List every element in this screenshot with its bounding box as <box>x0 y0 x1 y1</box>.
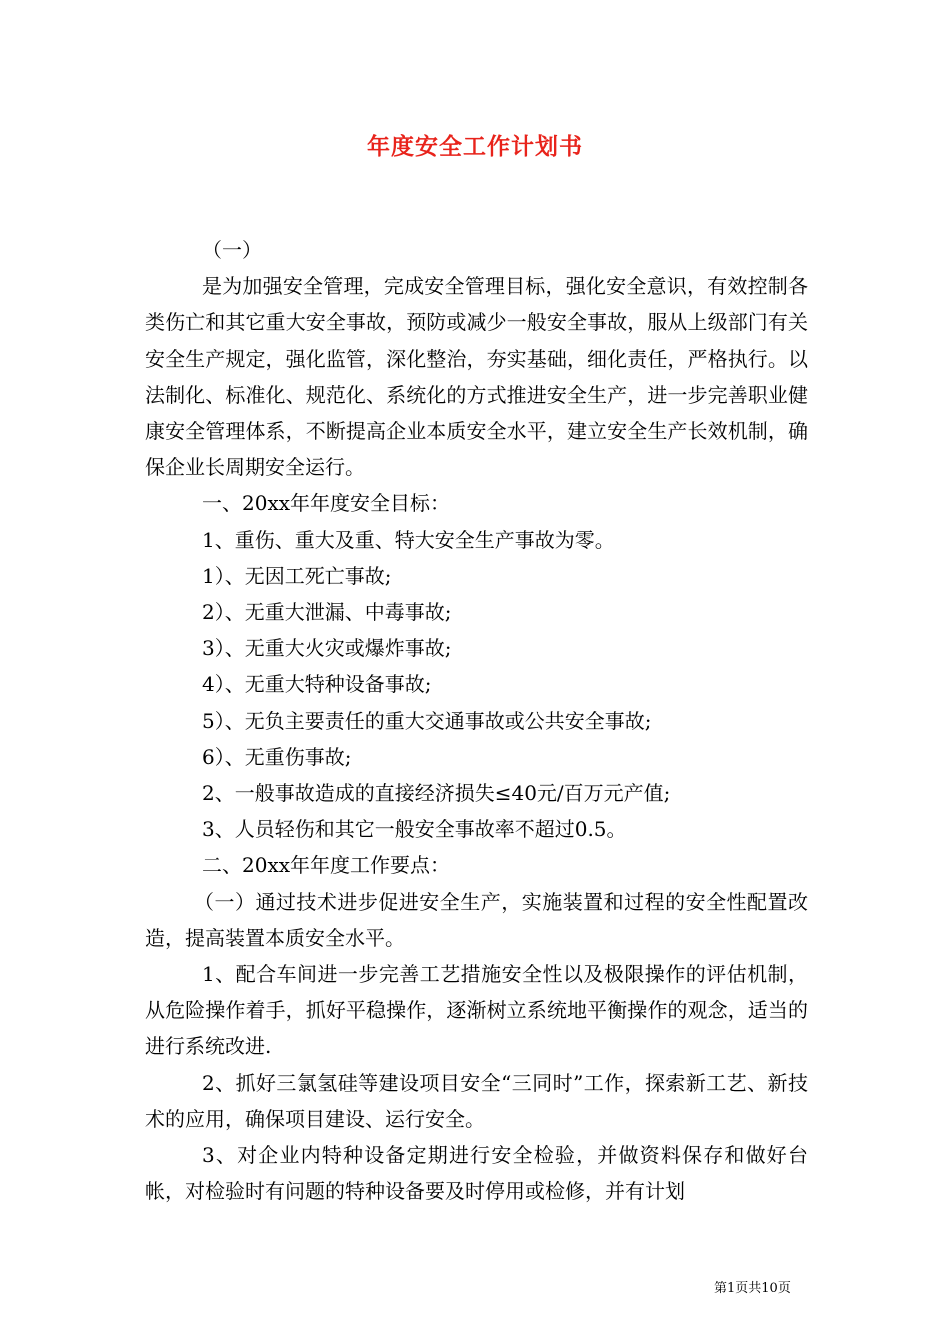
goal-item-2: 2、一般事故造成的直接经济损失≤40元/百万元产值; <box>202 781 671 806</box>
goal-subitem-6: 6）、无重伤事故; <box>202 744 352 769</box>
goal-item-3: 3、人员轻伤和其它一般安全事故率不超过0.5。 <box>202 817 627 842</box>
work-point-1: （一）通过技术进步促进安全生产，实施装置和过程的安全性配置改造，提高装置本质安全水平。 <box>145 889 808 950</box>
goal-subitem-5: 5）、无负主要责任的重大交通事故或公共安全事故; <box>202 708 652 733</box>
page-number-footer: 第1页共10页 <box>714 1281 791 1296</box>
heading-safety-goals: 一、20xx年年度安全目标： <box>202 491 451 516</box>
goal-subitem-1: 1）、无因工死亡事故; <box>202 563 392 588</box>
goal-subitem-3: 3）、无重大火灾或爆炸事故; <box>202 636 452 661</box>
work-subpoint-1: 1、配合车间进一步完善工艺措施安全性以及极限操作的评估机制，从危险操作着手，抓好平稳操作，逐渐树立系统地平衡操作的观念，适当的进行系统改进. <box>145 962 808 1059</box>
document-title: 年度安全工作计划书 <box>367 133 583 160</box>
paragraph-intro: 是为加强安全管理，完成安全管理目标，强化安全意识，有效控制各类伤亡和其它重大安全事故，预防或减少一般安全事故，服从上级部门有关安全生产规定，强化监管，深化整治，夯实基础，细化责任，严格执行。以法制化、标准化、规范化、系统化的方式推进安全生产，进一步完善职业健康安全管理体系，不断提高企业本质安全水平，建立安全生产长效机制，确保企业长周期安全运行。 <box>145 274 808 480</box>
goal-subitem-2: 2）、无重大泄漏、中毒事故; <box>202 600 452 625</box>
heading-work-points: 二、20xx年年度工作要点： <box>202 853 451 878</box>
goal-subitem-4: 4）、无重大特种设备事故; <box>202 672 432 697</box>
document-body <box>145 232 808 1209</box>
goal-item-1: 1、重伤、重大及重、特大安全生产事故为零。 <box>202 527 615 552</box>
work-subpoint-3: 3、对企业内特种设备定期进行安全检验，并做资料保存和做好台帐，对检验时有问题的特种设备要及时停用或检修，并有计划 <box>145 1143 808 1204</box>
work-subpoint-2: 2、抓好三氯氢硅等建设项目安全“三同时”工作，探索新工艺、新技术的应用，确保项目建设、运行安全。 <box>145 1070 808 1131</box>
paragraph-section-marker: （一） <box>202 238 262 262</box>
